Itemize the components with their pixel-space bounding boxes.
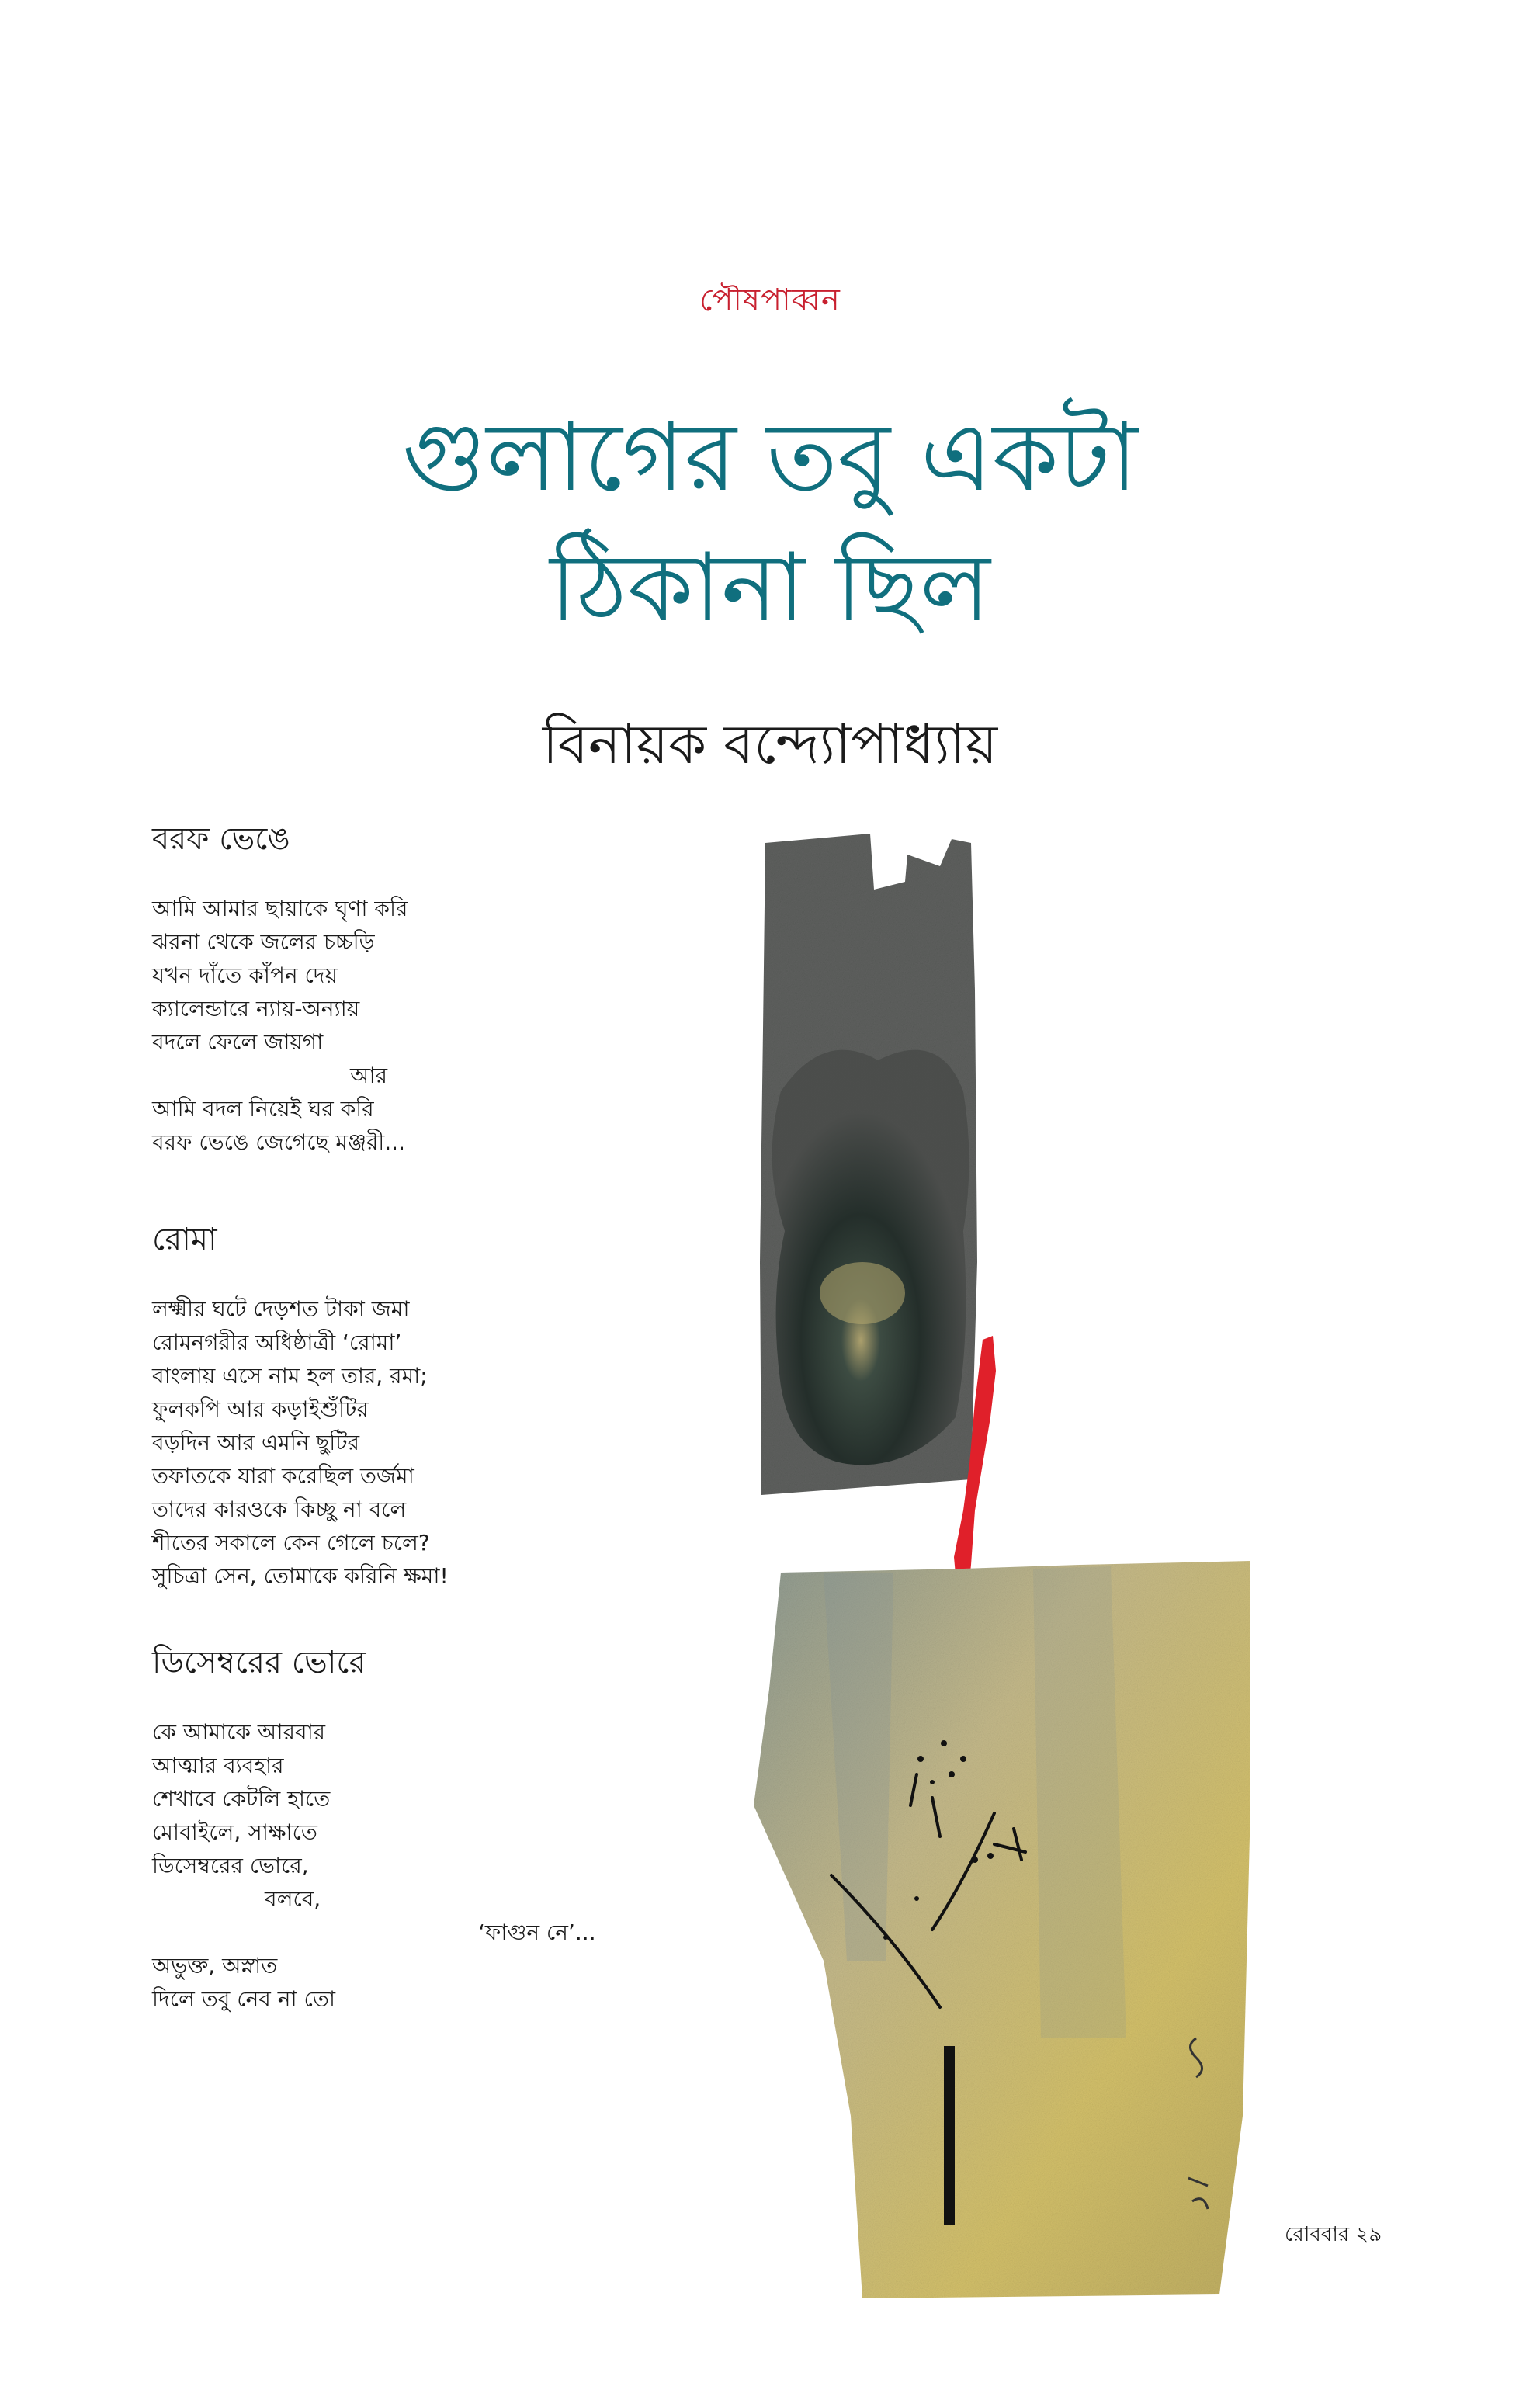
section-label: পৌষপাব্বন <box>699 283 841 318</box>
poem-title: বরফ ভেঙে <box>152 821 290 857</box>
poem-line: বদলে ফেলে জায়গা <box>152 1029 324 1055</box>
poem-line: বড়দিন আর এমনি ছুটির <box>152 1430 359 1455</box>
poem <box>152 1642 711 2016</box>
title-line-2: ঠিকানা ছিল <box>550 532 990 643</box>
poem-line: ফুলকপি আর কড়াইশুঁটির <box>152 1396 369 1422</box>
poem-line: মোবাইলে, সাক্ষাতে <box>152 1819 317 1845</box>
poem-line: শেখাবে কেটলি হাতে <box>152 1786 331 1812</box>
poem-line: ডিসেম্বরের ভোরে, <box>152 1853 309 1878</box>
poem-line: যখন দাঁতে কাঁপন দেয় <box>152 962 338 988</box>
poem <box>152 819 711 1159</box>
poem-line: শীতের সকালে কেন গেলে চলে? <box>152 1530 430 1555</box>
poem-line: লক্ষ্মীর ঘটে দেড়শত টাকা জমা <box>152 1296 410 1322</box>
poem-line: বরফ ভেঙে জেগেছে মঞ্জরী... <box>152 1129 405 1155</box>
black-bar <box>944 2046 955 2225</box>
poem-line: আমি বদল নিয়েই ঘর করি <box>152 1096 374 1122</box>
poem-line: কে আমাকে আরবার <box>152 1719 326 1745</box>
poem-line: তাদের কারওকে কিচ্ছু না বলে <box>152 1496 407 1522</box>
poem-line: বলবে, <box>265 1886 321 1912</box>
poem-line: ‘ফাগুন নে’... <box>478 1920 596 1945</box>
collage-artwork <box>707 796 1275 2304</box>
title-line-1: গুলাগের তবু একটা <box>402 402 1138 512</box>
poem-title: রোমা <box>152 1222 217 1257</box>
page-folio: রোববার ২৯ <box>1285 2223 1382 2246</box>
poem-line: বাংলায় এসে নাম হল তার, রমা; <box>152 1363 428 1389</box>
yellow-torn-paper <box>754 1561 1250 2298</box>
poem-line: সুচিত্রা সেন, তোমাকে করিনি ক্ষমা! <box>152 1563 449 1589</box>
poem-line: আর <box>350 1063 388 1088</box>
ochre-glow <box>820 1262 905 1324</box>
poem-line: আমি আমার ছায়াকে ঘৃণা করি <box>152 896 408 921</box>
dark-ink-blot <box>772 1050 969 1465</box>
author-name: বিনায়ক বন্দ্যোপাধ্যায় <box>542 713 998 776</box>
poem-line: ঝরনা থেকে জলের চচ্চড়ি <box>152 929 375 955</box>
poem-title: ডিসেম্বরের ভোরে <box>152 1645 366 1680</box>
poem-line: অভুক্ত, অস্নাত <box>152 1953 278 1979</box>
page-title <box>0 392 1540 653</box>
poem <box>152 1219 711 1593</box>
poem-line: আত্মার ব্যবহার <box>152 1753 284 1778</box>
poem-line: দিলে তবু নেব না তো <box>152 1986 336 2012</box>
poem-line: রোমনগরীর অধিষ্ঠাত্রী ‘রোমা’ <box>152 1330 402 1355</box>
collage-illustration <box>707 796 1275 2304</box>
poem-line: তফাতকে যারা করেছিল তর্জমা <box>152 1463 414 1489</box>
poems-column <box>152 819 711 2016</box>
poem-line: ক্যালেন্ডারে ন্যায়-অন্যায় <box>152 996 360 1021</box>
